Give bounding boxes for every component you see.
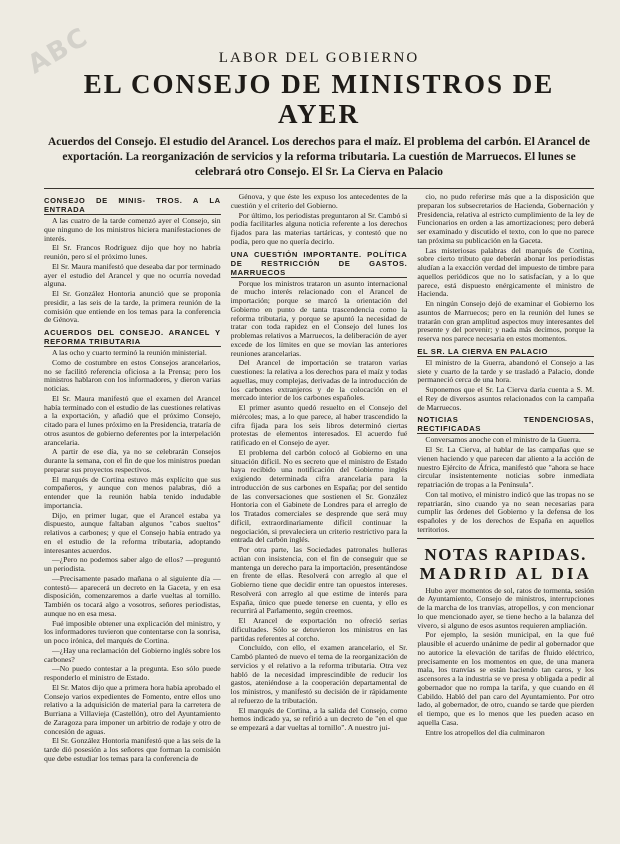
paragraph: El marqués de Cortina estuvo más explícito que sus compañeros, y aunque con menos palabras, dió a entender que la reunión había tenido indudable importancia.	[44, 474, 221, 510]
paragraph: Dijo, en primer lugar, que el Arancel estaba ya dispuesto, aunque faltaban algunos "cabos sueltos" relativos a carbones; y que el Consejo había entrado ya en el estudio de la reforma tributaria, adoptando interesantes acuerdos.	[44, 510, 221, 555]
paragraph: Concluído, con ello, el examen arancelario, el Sr. Cambó planteó de nuevo el tema de la reorganización de servicios y el relativo a la reforma tributaria. Otra vez habló de la necesidad imprescindible de reducir los gastos, ateniéndose a la cooperación departamental de los ministros, y manifestó su decisión de ir rápidamente al refuerzo de la tributación.	[230, 643, 408, 705]
paragraph: El Sr. La Cierva, al hablar de las campañas que se vienen haciendo y que parecen dar aliento a la acción de nuestro Ejército de África, manifestó que "ahora se hace circular insistentemente noticias sobre inmediata repatriación de tropas a la Península".	[417, 445, 594, 489]
abc-watermark: ABC	[22, 21, 95, 81]
section-heading: NOTICIAS TENDENCIOSAS, RECTIFICADAS	[417, 415, 594, 434]
paragraph: El Sr. Maura manifestó que deseaba dar por terminado ayer el estudio del Arancel y que no ocurría novedad alguna.	[44, 261, 221, 289]
paragraph: Por ejemplo, la sesión municipal, en la que fué plausible el acuerdo unánime de pedir al gobernador que no autorice la elevación de tarifas de fluido eléctrico, precisamente en los momentos en que, de una manera mala, los tranvías se están haciendo tan caros, y los ascensores a la industria se ve presa y obligada a pedir al gobernador que no rompa la tarifa, y que cuando en él Cabildo. Habló del pan caro del Ayuntamiento. Por otro lado, al gobernador, de otro, cuando se tarde que pierden el tiempo, que es lo menos que les pueden acaso en aquella Casa.	[417, 630, 594, 727]
paragraph: Las misteriosas palabras del marqués de Cortina, sobre cierto tributo que deberán abonar los periodistas aludían a la exacción verdad del impuesto de timbre para aquellos periódicos que no lo satisfacían, y a lo que parece, está dispuesto enérgicamente el ministro de Hacienda.	[417, 245, 594, 299]
paragraph: Hubo ayer momentos de sol, ratos de tormenta, sesión de Ayuntamiento, Consejo de ministros, interrupciones de la marcha de los tranvías, atropellos, y con mencionar lo que mencionado ayer, se tiene hecho a la balanza del vivero, si alguno de esos asuntos requieren ampliación.	[417, 585, 594, 630]
divider	[417, 538, 594, 539]
paragraph: Conversamos anoche con el ministro de la Guerra.	[425, 435, 581, 445]
paragraph: Fué imposible obtener una explicación del ministro, y los informadores tuvieron que contentarse con la sonrisa, un poco irónica, del marqués de Cortina.	[44, 618, 221, 645]
paragraph: A las ocho y cuarto terminó la reunión ministerial.	[52, 348, 207, 357]
paragraph: En ningún Consejo dejó de examinar el Gobierno los asuntos de Marruecos; pero en la reunión del lunes se tratarán con gran amplitud aspectos muy interesantes del presente y del porvenir; y nada más decimos, porque la reserva nos parece necesaria en estos momentos.	[417, 299, 594, 343]
notas-rapidas-title: NOTAS RAPIDAS.	[424, 544, 587, 564]
paragraph: Porque los ministros trataron un asunto internacional de mucho interés relacionado con el Arancel de importación; porque se marcó la orientación del Gobierno en punto de tanta trascendencia como la reforma tributaria, y porque se apuntó la necesidad de tratar con toda rapidez en el Consejo del lunes los problemas relativos a Marruecos, la deliberación de ayer excede de los límites en que se movían las anteriores reuniones arancelarias.	[230, 278, 408, 358]
section-heading: CONSEJO DE MINIS- TROS. A LA ENTRADA	[44, 196, 221, 214]
paragraph: El primer asunto quedó resuelto en el Consejo del miércoles; mas, a lo que parece, al haber trascendido la cifra fijada para los seis libros determinó ciertas protestas de elementos interesados. El acuerdo fué ratificado en el Consejo de ayer.	[230, 403, 408, 447]
paragraph: El Sr. González Hontoria manifestó que a las seis de la tarde dió posesión a los señores que forman la comisión que debe estudiar los temas para la conferencia de	[44, 736, 221, 763]
paragraph: El Sr. Francos Rodríguez dijo que hoy no habría reunión, pero sí el próximo lunes.	[44, 243, 221, 261]
article-columns	[44, 188, 594, 765]
paragraph: —¿Pero no podemos saber algo de ellos? —preguntó un periodista.	[44, 555, 221, 573]
paragraph: —¿Hay una reclamación del Gobierno inglés sobre los carbones?	[44, 645, 221, 664]
section-heading: UNA CUESTIÓN IMPORTANTE. POLÍTICA DE RESTRICCIÓN DE GASTOS. MARRUECOS	[230, 249, 408, 277]
paragraph: El Sr. González Hontoria anunció que se proponía presidir, a las seis de la tarde, la primera reunión de la comisión que entiende en los temas para la conferencia de Génova.	[44, 289, 221, 325]
paragraph: El Sr. Maura manifestó que el examen del Arancel había terminado con el estudio de las cuestiones relativas a la exportación, y añadió que el próximo Consejo, citado para el lunes próximo en la Presidencia, trataría de otros asuntos de gobierno deferentes por la interpelación arancelaria.	[44, 393, 221, 447]
paragraph: Suponemos que el Sr. La Cierva daría cuenta a S. M. el Rey de diversos asuntos relacionados con la campaña de Marruecos.	[417, 385, 594, 412]
paragraph: Como de costumbre en estos Consejos arancelarios, no se facilitó referencia oficiosa a la Prensa; pero los ministros hablaron con los informadores, y dieron varias noticias.	[44, 357, 221, 393]
column-3	[417, 193, 594, 765]
madrid-al-dia-title: MADRID AL DIA	[419, 563, 592, 583]
section-kicker: LABOR DEL GOBIERNO	[218, 50, 420, 66]
column-2	[231, 193, 408, 765]
paragraph: A las cuatro de la tarde comenzó ayer el Consejo, sin que ninguno de los ministros hiciera manifestaciones de interés.	[44, 216, 221, 243]
section-heading: ACUERDOS DEL CONSEJO. ARANCEL Y REFORMA TRIBUTARIA	[44, 328, 221, 346]
column-1	[44, 193, 221, 765]
paragraph: —No puedo contestar a la pregunta. Eso sólo puede responderlo el ministro de Estado.	[44, 664, 221, 682]
paragraph: Por otra parte, las Sociedades patronales hulleras actúan con insistencia, con el fin de conseguir que se mantenga un derecho para la importación, presentándose en frente de ellas. Resolverá con arreglo al que el Gobierno tiene que decidir entre tan opuestos intereses. Resolverá con arreglo al que estime de interés para España, único que puede tenerse en cuenta, y ello es recurrirá al Parlamento, según creemos.	[230, 545, 408, 616]
subheadline: Acuerdos del Consejo. El estudio del Arancel. Los derechos para el maíz. El problema del carbón. El Arancel de exportación. La reorganización de servicios y la reforma tributaria. La cuestión de Marruecos. El lunes se celebrará otro Consejo. El Sr. La Cierva en Palacio	[48, 136, 590, 178]
paragraph: Con tal motivo, el ministro indicó que las tropas no se repatriarán, sino cuando ya no sean necesarias para cumplir las órdenes del Gobierno y la defensa de los españoles y de los derechos de España en aquellos territorios.	[417, 489, 594, 534]
paragraph: Génova, y que éste les expuso los antecedentes de la cuestión y el criterio del Gobierno.	[230, 193, 408, 210]
paragraph: Del Arancel de importación se trataron varias cuestiones: la relativa a los derechos para el maíz y todas aquellas, muy complejas, derivadas de la introducción de los carbones extranjeros y de la colocación en el mercado interior de los carbones españoles.	[230, 358, 408, 403]
paragraph: El ministro de la Guerra, abandonó el Consejo a las siete y cuarto de la tarde y se trasladó a Palacio, donde permaneció cerca de una hora.	[417, 357, 594, 385]
paragraph: A partir de ese día, ya no se celebrarán Consejos durante la semana, con el fin de que los ministros puedan preparar sus proyectos respectivos.	[44, 447, 221, 474]
paragraph: —Precisamente pasado mañana o al siguiente día —contestó— aparecerá un decreto en la Gaceta, y en esa disposición, comenzaremos a darle vueltas al tornillo. También os tocará algo a vosotros, señores periodistas, aunque no en esa mesa.	[44, 573, 221, 618]
paragraph: El problema del carbón colocó al Gobierno en una situación difícil. No es secreto que el ministro de Estado haya recibido una notificación del Gobierno inglés exigiendo determinada cifra arancelaria para la introducción de sus carbones en España; por del sentido de las conversaciones que sostienen el Sr. González Hontoria con el Gabinete de Londres para el arreglo de los Tratados comerciales se desprende que será muy difícil, extraordinariamente difícil continuar la negociación, si prevaleciera un criterio restrictivo para la entrada del carbón inglés.	[230, 447, 408, 545]
paragraph: El Arancel de exportación no ofreció serias dificultades. Sólo se detuvieron los ministros en las partidas referentes al corcho.	[230, 616, 408, 643]
paragraph: El Sr. Matos dijo que a primera hora había aprobado el Consejo varios expedientes de Fomento, entre ellos uno relativo a la adquisición de material para la carretera de Burriana a Villavieja (Castellón), otro del Ayuntamiento de Zaragoza para imponer un arbitrio de rodaje y otro de concesión de aguas.	[44, 682, 221, 736]
paragraph: El marqués de Cortina, a la salida del Consejo, como hemos indicado ya, se refirió a un decreto de "en el que se empezará a dar vueltas al tornillo". A nuestro jui-	[230, 705, 408, 732]
paragraph: Por último, los periodistas preguntaron al Sr. Cambó si podía facilitarles alguna noticia referente a los derechos fijados para las materias tartáricas, y contestó que no podía, pero que no quería decirlo.	[230, 210, 408, 246]
paragraph: cio, no pudo referirse más que a la disposición que preparan los subsecretarios de Hacienda, Gobernación y Presidencia, relativa al estricto cumplimiento de la ley de Funcionarios en orden a las amortizaciones; pero deberá ser examinado y discutido el texto, con lo que no parece tan próxima su publicación en la Gaceta.	[417, 193, 594, 245]
paragraph: Entre los atropellos del día culminaron	[425, 727, 545, 737]
section-heading: EL SR. LA CIERVA EN PALACIO	[417, 347, 594, 357]
main-headline: EL CONSEJO DE MINISTROS DE AYER	[83, 69, 555, 129]
